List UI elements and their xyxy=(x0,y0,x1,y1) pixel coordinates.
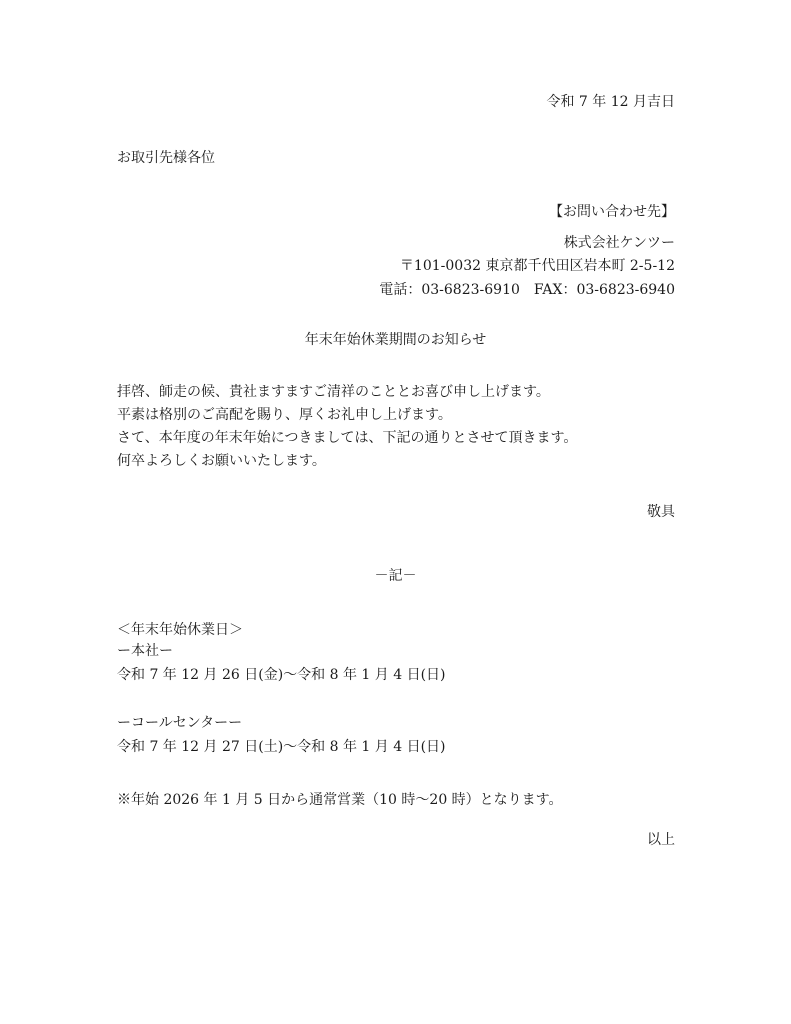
company-address: 〒101-0032 東京都千代田区岩本町 2-5-12 xyxy=(399,258,675,274)
notice-title: 年末年始休業期間のお知らせ xyxy=(304,332,487,348)
body-line: 何卒よろしくお願いいたします。 xyxy=(117,453,326,469)
head-office-label: ー本社ー xyxy=(117,643,173,659)
call-center-label: ーコールセンターー xyxy=(117,715,243,731)
letter-date: 令和 7 年 12 月吉日 xyxy=(546,94,675,110)
call-center-dates: 令和 7 年 12 月 27 日(土)～令和 8 年 1 月 4 日(日) xyxy=(117,739,446,755)
phone-fax: 電話：03-6823-6910 FAX：03-6823-6940 xyxy=(379,282,675,298)
recipient: お取引先様各位 xyxy=(117,150,215,166)
company-name: 株式会社ケンツー xyxy=(563,235,675,251)
body-line: 拝啓、師走の候、貴社ますますご清祥のこととお喜び申し上げます。 xyxy=(117,384,550,400)
holiday-heading: ＜年末年始休業日＞ xyxy=(117,622,243,638)
resume-note: ※年始 2026 年 1 月 5 日から通常営業（10 時～20 時）となります。 xyxy=(117,792,563,808)
body-line: さて、本年度の年末年始につきましては、下記の通りとさせて頂きます。 xyxy=(117,430,578,446)
head-office-dates: 令和 7 年 12 月 26 日(金)～令和 8 年 1 月 4 日(日) xyxy=(117,667,446,683)
body-line: 平素は格別のご高配を賜り、厚くお礼申し上げます。 xyxy=(117,407,452,423)
contact-heading: 【お問い合わせ先】 xyxy=(549,204,675,220)
closing-ijo: 以上 xyxy=(647,832,675,848)
closing-keigu: 敬具 xyxy=(647,504,675,520)
ki-heading: －記－ xyxy=(374,568,417,584)
